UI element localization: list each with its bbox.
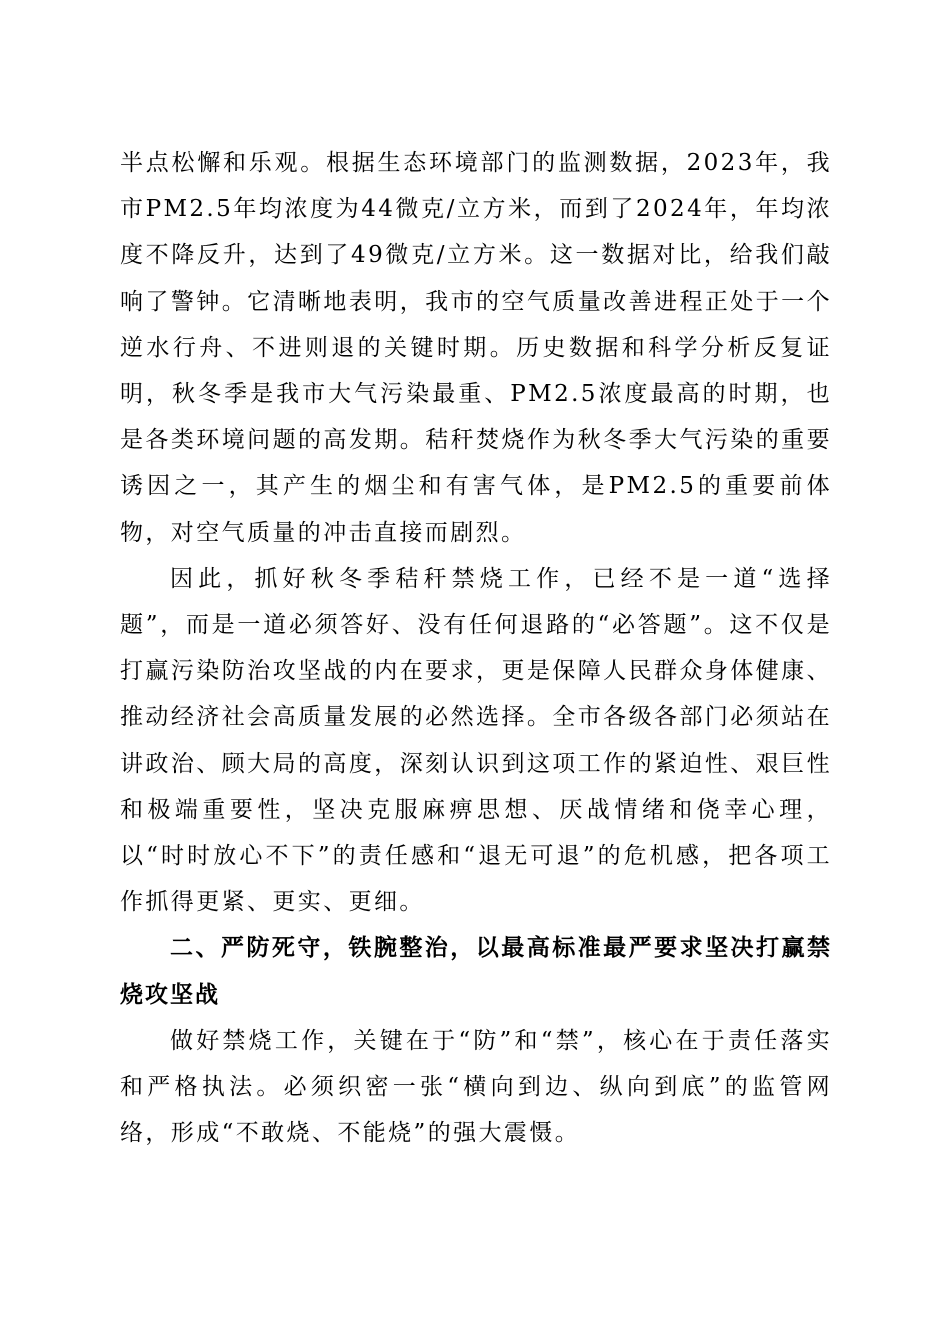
document-body <box>120 140 832 1156</box>
paragraph: 因此，抓好秋冬季秸秆禁烧工作，已经不是一道“选择题”，而是一道必须答好、没有任何退路的“必答题”。这不仅是打赢污染防治攻坚战的内在要求，更是保障人民群众身体健康、推动经济社会高质量发展的必然选择。全市各级各部门必须站在讲政治、顾大局的高度，深刻认识到这项工作的紧迫性、艰巨性和极端重要性，坚决克服麻痹思想、厌战情绪和侥幸心理，以“时时放心不下”的责任感和“退无可退”的危机感，把各项工作抓得更紧、更实、更细。 <box>120 565 832 916</box>
section-heading: 二、严防死守，铁腕整治，以最高标准最严要求坚决打赢禁烧攻坚战 <box>120 935 832 1008</box>
paragraph-continued: 半点松懈和乐观。根据生态环境部门的监测数据，2023年，我市PM2.5年均浓度为44微克/立方米，而到了2024年，年均浓度不降反升，达到了49微克/立方米。这一数据对比，给我们敲响了警钟。它清晰地表明，我市的空气质量改善进程正处于一个逆水行舟、不进则退的关键时期。历史数据和科学分析反复证明，秋冬季是我市大气污染最重、PM2.5浓度最高的时期，也是各类环境问题的高发期。秸秆焚烧作为秋冬季大气污染的重要诱因之一，其产生的烟尘和有害气体，是PM2.5的重要前体物，对空气质量的冲击直接而剧烈。 <box>120 150 832 546</box>
paragraph: 做好禁烧工作，关键在于“防”和“禁”，核心在于责任落实和严格执法。必须织密一张“横向到边、纵向到底”的监管网络，形成“不敢烧、不能烧”的强大震慑。 <box>120 1027 832 1147</box>
